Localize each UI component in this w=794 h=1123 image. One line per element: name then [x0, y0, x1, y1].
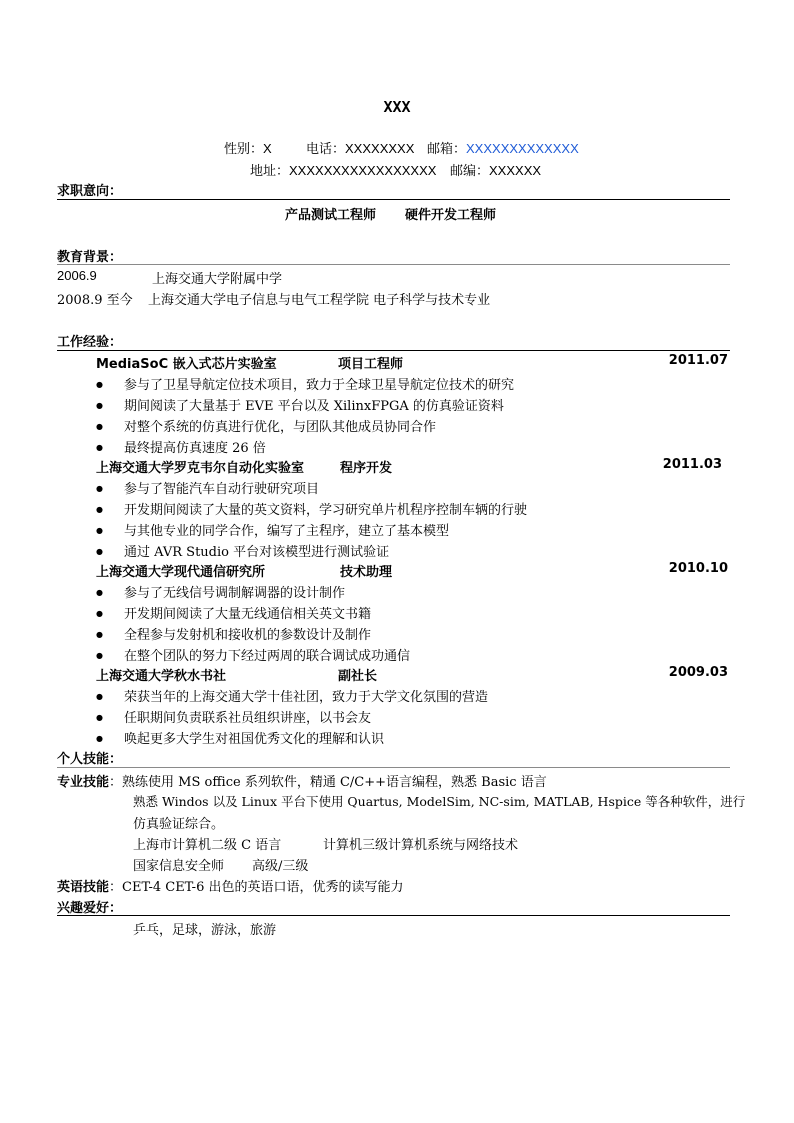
- job-org: MediaSoC 嵌入式芯片实验室: [96, 357, 277, 372]
- job-role: 程序开发: [340, 461, 393, 476]
- gender-value: X: [263, 141, 272, 156]
- hobbies-text: 乒乓，足球，游泳，旅游: [133, 923, 277, 938]
- job-bullet: 开发期间阅读了大量的英文资料，学习研究单片机程序控制车辆的行驶: [124, 503, 528, 518]
- bullet-icon: ●: [96, 630, 103, 639]
- gender-label: 性别：: [224, 142, 264, 157]
- contact-line-1: [224, 138, 272, 157]
- job-bullet: 在整个团队的努力下经过两周的联合调试成功通信: [124, 649, 411, 664]
- address-label: 地址：: [250, 164, 290, 179]
- cert-computer-level-2: 上海市计算机二级 C 语言: [133, 838, 282, 853]
- objective-position-2: 硬件开发工程师: [405, 208, 497, 223]
- job-bullet: 对整个系统的仿真进行优化，与团队其他成员协同合作: [124, 420, 437, 435]
- phone-field: [306, 138, 414, 157]
- education-title: 教育背景：: [57, 250, 123, 265]
- phone-label: 电话：: [306, 142, 346, 157]
- objective-divider: [57, 199, 730, 200]
- bullet-icon: ●: [96, 692, 103, 701]
- pro-skills-line-2: 熟悉 Windos 以及 Linux 平台下使用 Quartus, ModelSim, NC-sim, MATLAB, Hspice 等各种软件，进行: [133, 794, 746, 809]
- job-bullet: 全程参与发射机和接收机的参数设计及制作: [124, 628, 372, 643]
- job-org: 上海交通大学罗克韦尔自动化实验室: [96, 461, 305, 476]
- education-school-2: 上海交通大学电子信息与电气工程学院 电子科学与技术专业: [148, 293, 491, 308]
- cert-computer-level-3: 计算机三级计算机系统与网络技术: [323, 838, 519, 853]
- bullet-icon: ●: [96, 713, 103, 722]
- job-date: 2011.03: [662, 457, 722, 472]
- bullet-icon: ●: [96, 651, 103, 660]
- job-bullet: 参与了无线信号调制解调器的设计制作: [124, 586, 346, 601]
- job-org: 上海交通大学现代通信研究所: [96, 565, 266, 580]
- bullet-icon: ●: [96, 380, 103, 389]
- objective-title: 求职意向：: [57, 184, 123, 199]
- job-bullet: 参与了卫星导航定位技术项目，致力于全球卫星导航定位技术的研究: [124, 378, 515, 393]
- bullet-icon: ●: [96, 734, 103, 743]
- job-date: 2011.07: [668, 353, 728, 368]
- education-date-2: 2008.9 至今: [57, 293, 133, 308]
- english-skills-line: [57, 876, 403, 895]
- job-org: 上海交通大学秋水书社: [96, 669, 227, 684]
- job-bullet: 唤起更多大学生对祖国优秀文化的理解和认识: [124, 732, 385, 747]
- email-label: 邮箱：: [427, 142, 467, 157]
- phone-value: XXXXXXXX: [345, 141, 415, 156]
- experience-title: 工作经验：: [57, 335, 123, 350]
- education-school-1: 上海交通大学附属中学: [152, 272, 283, 287]
- bullet-icon: ●: [96, 422, 103, 431]
- pro-skills-label: 专业技能: [57, 775, 110, 790]
- hobbies-divider: [57, 915, 730, 916]
- objective-position-1: 产品测试工程师: [285, 208, 377, 223]
- bullet-icon: ●: [96, 526, 103, 535]
- education-divider: [57, 264, 730, 265]
- address-value: XXXXXXXXXXXXXXXXX: [289, 163, 437, 178]
- email-field: [427, 138, 579, 157]
- job-bullet: 任职期间负责联系社员组织讲座，以书会友: [124, 711, 372, 726]
- bullet-icon: ●: [96, 609, 103, 618]
- hobbies-title: 兴趣爱好：: [57, 901, 123, 916]
- bullet-icon: ●: [96, 547, 103, 556]
- postcode-field: [450, 160, 541, 179]
- bullet-icon: ●: [96, 505, 103, 514]
- pro-skills-text: ：熟练使用 MS office 系列软件，精通 C/C++语言编程，熟悉 Basic 语言: [109, 775, 547, 790]
- postcode-value: XXXXXX: [489, 163, 542, 178]
- job-bullet: 最终提高仿真速度 26 倍: [124, 441, 266, 456]
- job-role: 技术助理: [340, 565, 393, 580]
- english-skills-label: 英语技能: [57, 880, 110, 895]
- bullet-icon: ●: [96, 588, 103, 597]
- bullet-icon: ●: [96, 401, 103, 410]
- email-link[interactable]: XXXXXXXXXXXXX: [466, 141, 579, 156]
- skills-divider: [57, 767, 730, 768]
- job-bullet: 期间阅读了大量基于 EVE 平台以及 XilinxFPGA 的仿真验证资料: [124, 399, 504, 414]
- job-bullet: 通过 AVR Studio 平台对该模型进行测试验证: [124, 545, 390, 560]
- job-bullet: 参与了智能汽车自动行驶研究项目: [124, 482, 320, 497]
- education-date-1: 2006.9: [57, 268, 97, 283]
- experience-divider: [57, 350, 730, 351]
- job-bullet: 荣获当年的上海交通大学十佳社团，致力于大学文化氛围的营造: [124, 690, 489, 705]
- skills-title: 个人技能：: [57, 752, 123, 767]
- bullet-icon: ●: [96, 484, 103, 493]
- bullet-icon: ●: [96, 443, 103, 452]
- job-bullet: 与其他专业的同学合作，编写了主程序，建立了基本模型: [124, 524, 450, 539]
- job-date: 2009.03: [668, 665, 728, 680]
- pro-skills-line-3: 仿真验证综合。: [133, 817, 225, 832]
- job-date: 2010.10: [668, 561, 728, 576]
- address-field: [250, 160, 436, 179]
- job-role: 项目工程师: [338, 357, 404, 372]
- job-role: 副社长: [338, 669, 378, 684]
- postcode-label: 邮编：: [450, 164, 490, 179]
- cert-security-level: 高级/三级: [252, 859, 309, 874]
- pro-skills-line-1: [57, 771, 547, 790]
- cert-security: 国家信息安全师: [133, 859, 225, 874]
- resume-name: XXX: [383, 98, 411, 116]
- english-skills-text: ：CET-4 CET-6 出色的英语口语，优秀的读写能力: [109, 880, 404, 895]
- job-bullet: 开发期间阅读了大量无线通信相关英文书籍: [124, 607, 372, 622]
